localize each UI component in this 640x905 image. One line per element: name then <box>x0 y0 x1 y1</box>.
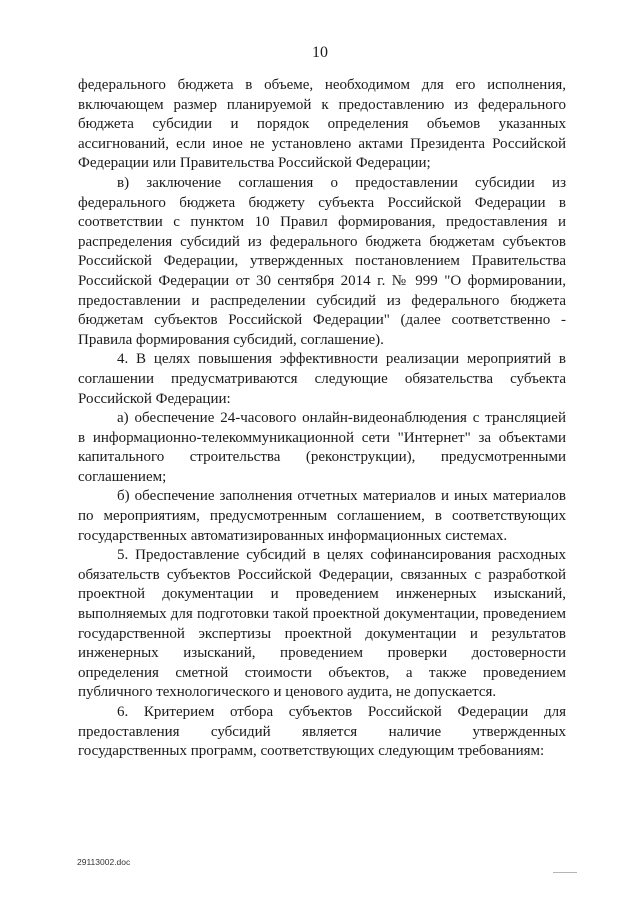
page-number: 10 <box>312 44 328 61</box>
paragraph-clause-5: 5. Предоставление субсидий в целях софинансирования расходных обязательств субъектов Российской Федерации, связанных с разработкой проектной документации и проведением инженерных изысканий, выполняемых для подготовки такой проектной документации, проведением государственной экспертизы проектной документации и результатов инженерных изысканий, проведением проверки достоверности определения сметной стоимости объектов, а также проведением публичного технологического и ценового аудита, не допускается. <box>78 547 566 701</box>
document-body <box>78 76 566 762</box>
paragraph-clause-4: 4. В целях повышения эффективности реализации мероприятий в соглашении предусматриваются следующие обязательства субъекта Российской Федерации: <box>78 351 566 407</box>
paragraph-item-v: в) заключение соглашения о предоставлении субсидии из федерального бюджета бюджету субъекта Российской Федерации в соответствии с пунктом 10 Правил формирования, предоставления и распределения субсидий из федерального бюджета бюджетам субъектов Российской Федерации, утвержденных постановлением Правительства Российской Федерации от 30 сентября 2014 г. № 999 "О формировании, предоставлении и распределении субсидий из федерального бюджета бюджетам субъектов Российской Федерации" (далее соответственно - Правила формирования субсидий, соглашение). <box>78 174 566 348</box>
paragraph-clause-6: 6. Критерием отбора субъектов Российской Федерации для предоставления субсидий является наличие утвержденных государственных программ, соответствующих следующим требованиям: <box>78 704 566 760</box>
scan-mark <box>553 872 577 873</box>
footer-file-name: 29113002.doc <box>77 857 131 867</box>
paragraph-continuation: федерального бюджета в объеме, необходимом для его исполнения, включающем размер планируемой к предоставлению из федерального бюджета субсидии и порядок определения объемов указанных ассигнований, если иное не установлено актами Президента Российской Федерации или Правительства Российской Федерации; <box>78 77 566 172</box>
paragraph-item-b: б) обеспечение заполнения отчетных материалов и иных материалов по мероприятиям, предусмотренным соглашением, в соответствующих государственных автоматизированных информационных системах. <box>78 488 566 544</box>
paragraph-item-a: а) обеспечение 24-часового онлайн-видеонаблюдения с трансляцией в информационно-телекоммуникационной сети "Интернет" за объектами капитального строительства (реконструкции), предусмотренными соглашением; <box>78 410 566 485</box>
